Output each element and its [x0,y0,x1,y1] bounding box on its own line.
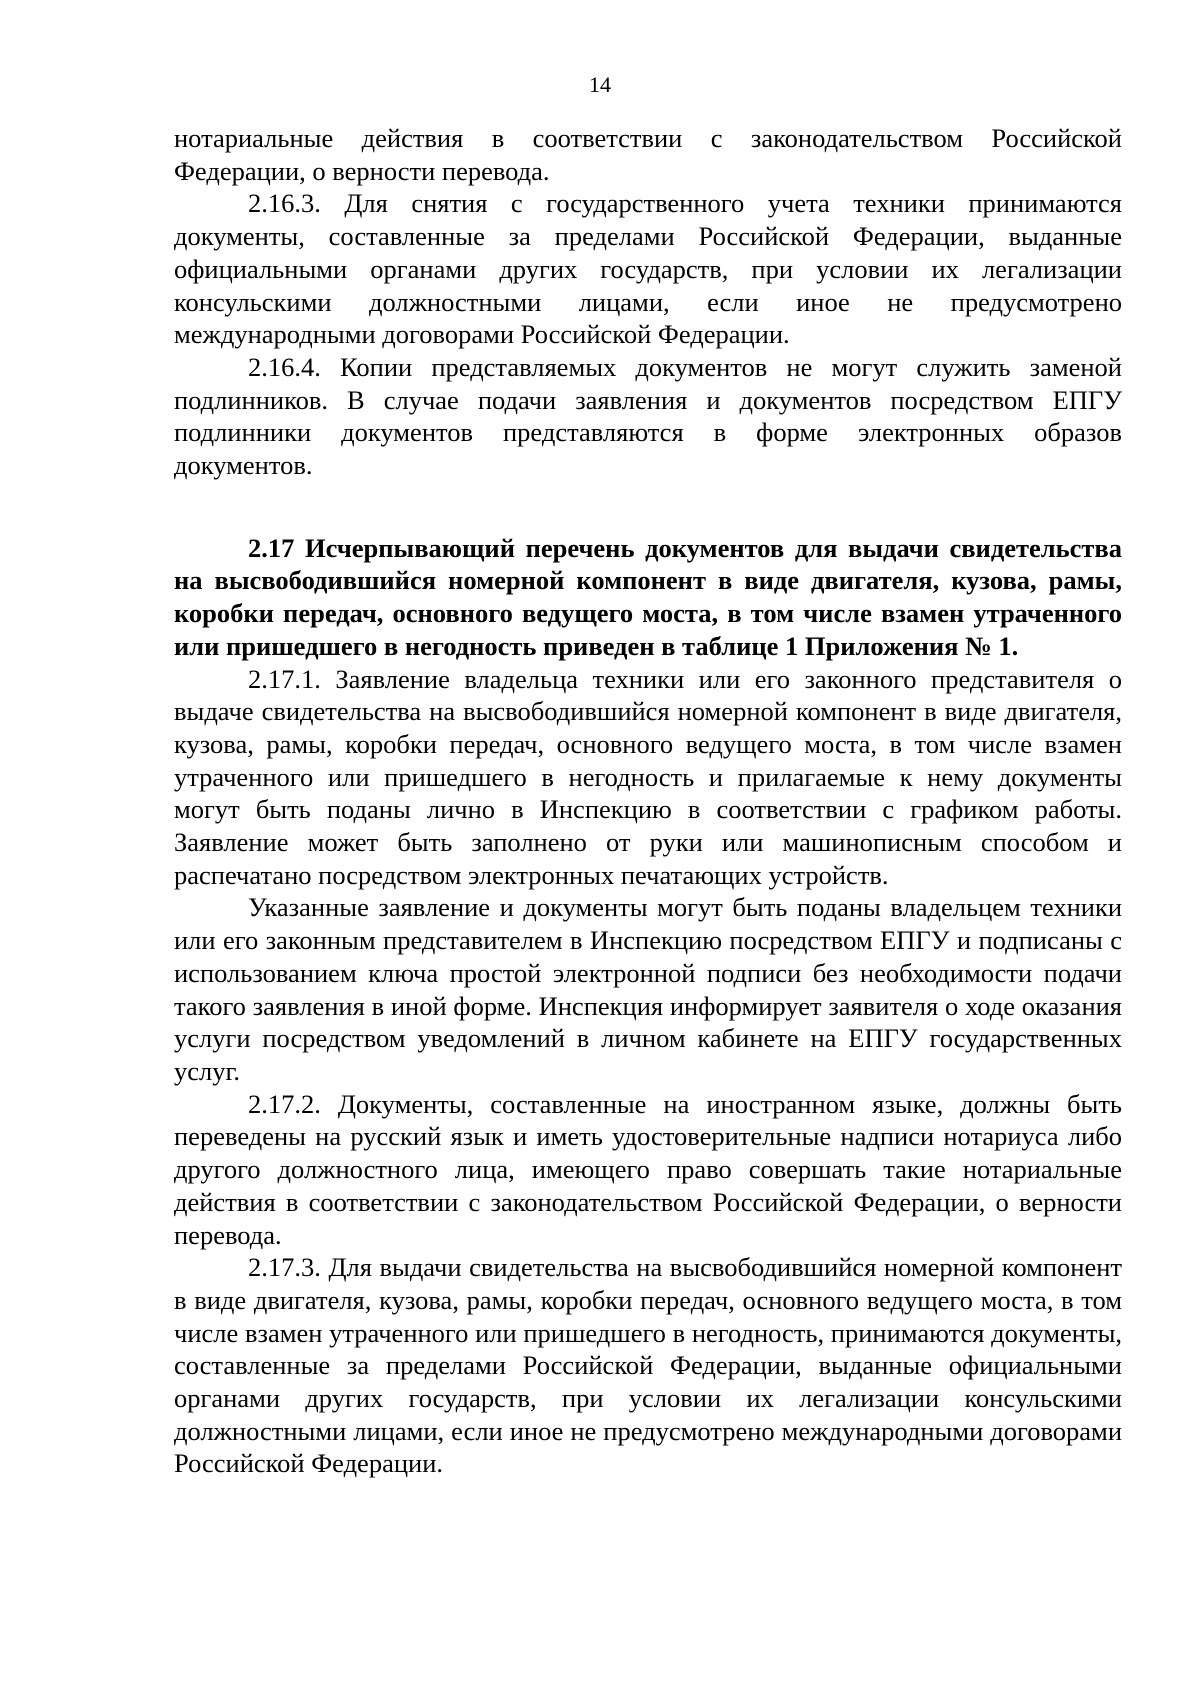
paragraph-2-16-4: 2.16.4. Копии представляемых документов не могут служить заменой подлинников. В случае подачи заявления и документов посредством ЕПГУ подлинники документов представляются в форме электронных образов документов. [174,351,1122,481]
paragraph-2-17-3: 2.17.3. Для выдачи свидетельства на высвободившийся номерной компонент в виде двигателя, кузова, рамы, коробки передач, основного ведущего моста, в том числе взамен утраченного или пришедшего в негодность, принимаются документы, составленные за пределами Российской Федерации, выданные официальными органами других государств, при условии их легализации консульскими должностными лицами, если иное не предусмотрено международными договорами Российской Федерации. [174,1252,1122,1479]
document-body [174,122,1122,1480]
section-heading-2-17: 2.17 Исчерпывающий перечень документов для выдачи свидетельства на высвободившийся номерной компонент в виде двигателя, кузова, рамы, коробки передач, основного ведущего моста, в том числе взамен утраченного или пришедшего в негодность приведен в таблице 1 Приложения № 1. [174,532,1122,661]
paragraph-2-17-2: 2.17.2. Документы, составленные на иностранном языке, должны быть переведены на русский язык и иметь удостоверительные надписи нотариуса либо другого должностного лица, имеющего право совершать такие нотариальные действия в соответствии с законодательством Российской Федерации, о верности перевода. [174,1088,1122,1250]
paragraph-2-17-1: 2.17.1. Заявление владельца техники или его законного представителя о выдаче свидетельства на высвободившийся номерной компонент в виде двигателя, кузова, рамы, коробки передач, основного ведущего моста, в том числе взамен утраченного или пришедшего в негодность и прилагаемые к нему документы могут быть поданы лично в Инспекцию в соответствии с графиком работы. Заявление может быть заполнено от руки или машинописным способом и распечатано посредством электронных печатающих устройств. [174,663,1122,890]
paragraph-continuation: нотариальные действия в соответствии с законодательством Российской Федерации, о верности перевода. [174,123,1122,186]
paragraph-epgu-submission: Указанные заявление и документы могут быть поданы владельцем техники или его законным представителем в Инспекцию посредством ЕПГУ и подписаны с использованием ключа простой электронной подписи без необходимости подачи такого заявления в иной форме. Инспекция информирует заявителя о ходе оказания услуги посредством уведомлений в личном кабинете на ЕПГУ государственных услуг. [174,892,1122,1086]
paragraph-2-16-3: 2.16.3. Для снятия с государственного учета техники принимаются документы, составленные за пределами Российской Федерации, выданные официальными органами других государств, при условии их легализации консульскими должностными лицами, если иное не предусмотрено международными договорами Российской Федерации. [174,188,1122,350]
page-number: 14 [589,72,611,97]
